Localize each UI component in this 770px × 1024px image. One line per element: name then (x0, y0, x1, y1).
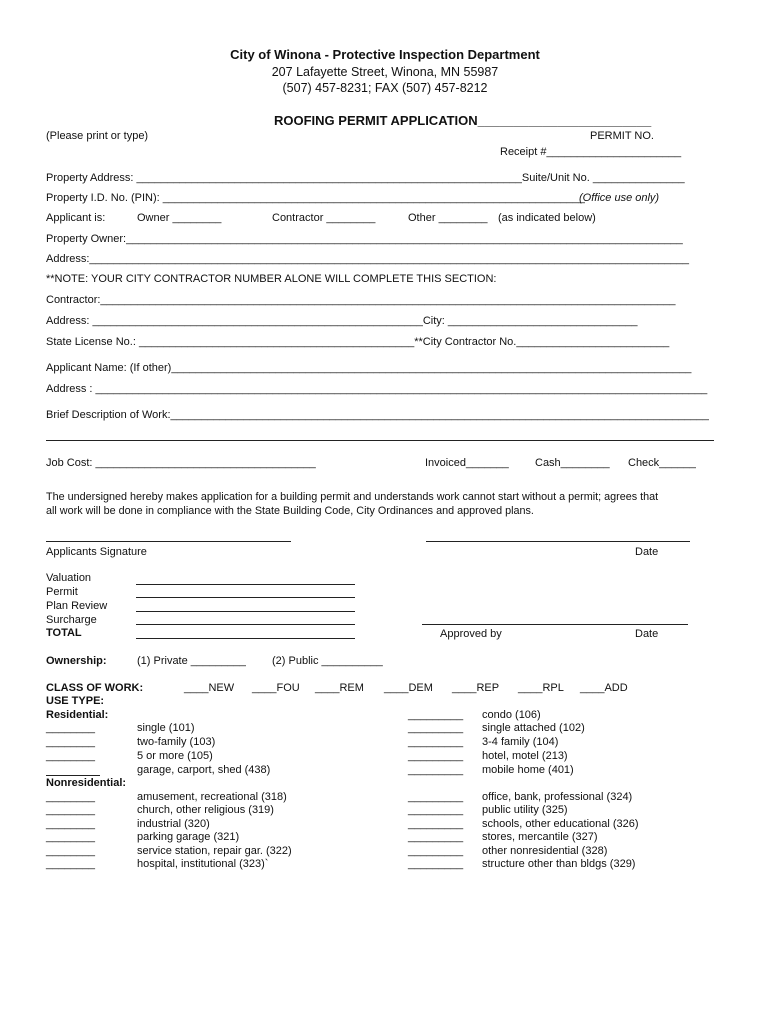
total-field[interactable] (136, 638, 355, 639)
use-amusement-318: amusement, recreational (318) (137, 791, 287, 803)
applicant-name-field[interactable]: Applicant Name: (If other)_____________________________________________________________________________________ (46, 362, 692, 374)
use-two-family-103: two-family (103) (137, 736, 216, 748)
blank-three-four-family[interactable]: _________ (408, 736, 464, 748)
invoiced-option[interactable]: Invoiced_______ (425, 457, 509, 469)
use-mobile-home-401: mobile home (401) (482, 764, 574, 776)
class-of-work-label: CLASS OF WORK: (46, 682, 144, 694)
blank-stores[interactable]: _________ (408, 831, 464, 843)
office-use-note: (Office use only) (579, 192, 660, 204)
use-type-label: USE TYPE: (46, 695, 105, 707)
approved-date-label: Date (635, 628, 659, 640)
permit-fee-label: Permit (46, 586, 78, 598)
blank-two-family[interactable]: ________ (46, 736, 95, 748)
class-dem-option[interactable]: ____DEM (384, 682, 433, 694)
blank-single[interactable]: ________ (46, 722, 95, 734)
use-three-four-family-104: 3-4 family (104) (482, 736, 559, 748)
work-description-line (46, 440, 714, 441)
owner-option[interactable]: Owner ________ (137, 212, 222, 224)
ownership-label: Ownership: (46, 655, 107, 667)
approved-by-label: Approved by (440, 628, 502, 640)
other-option[interactable]: Other ________ (408, 212, 488, 224)
use-single-101: single (101) (137, 722, 195, 734)
use-industrial-320: industrial (320) (137, 818, 210, 830)
class-rep-option[interactable]: ____REP (452, 682, 500, 694)
permit-fee-field[interactable] (136, 597, 355, 598)
signature-date-label: Date (635, 546, 659, 558)
form-title: ROOFING PERMIT APPLICATION________________________ (274, 113, 652, 128)
blank-single-attached[interactable]: _________ (408, 722, 464, 734)
work-description-field[interactable]: Brief Description of Work:________________________________________________________________________________________ (46, 409, 709, 421)
receipt-field[interactable]: Receipt #______________________ (500, 146, 682, 158)
use-schools-326: schools, other educational (326) (482, 818, 639, 830)
blank-church[interactable]: ________ (46, 804, 95, 816)
contractor-note: **NOTE: YOUR CITY CONTRACTOR NUMBER ALONE WILL COMPLETE THIS SECTION: (46, 273, 497, 285)
cash-option[interactable]: Cash________ (535, 457, 610, 469)
total-label: TOTAL (46, 627, 82, 639)
department-street: 207 Lafayette Street, Winona, MN 55987 (271, 65, 499, 79)
plan-review-field[interactable] (136, 611, 355, 612)
class-add-option[interactable]: ____ADD (580, 682, 628, 694)
surcharge-label: Surcharge (46, 614, 97, 626)
contractor-option[interactable]: Contractor ________ (272, 212, 376, 224)
job-cost-field[interactable]: Job Cost: ____________________________________ (46, 457, 316, 469)
class-rem-option[interactable]: ____REM (315, 682, 364, 694)
department-phone: (507) 457-8231; FAX (507) 457-8212 (282, 81, 488, 95)
class-rpl-option[interactable]: ____RPL (518, 682, 564, 694)
owner-address-field[interactable]: Address:__________________________________________________________________________________________________ (46, 253, 689, 265)
blank-parking-garage[interactable]: ________ (46, 831, 95, 843)
class-fou-option[interactable]: ____FOU (252, 682, 300, 694)
nonresidential-label: Nonresidential: (46, 777, 127, 789)
blank-structure[interactable]: _________ (408, 858, 464, 870)
check-option[interactable]: Check______ (628, 457, 696, 469)
blank-five-or-more[interactable]: ________ (46, 750, 95, 762)
blank-industrial[interactable]: ________ (46, 818, 95, 830)
print-note: (Please print or type) (46, 130, 149, 142)
valuation-field[interactable] (136, 584, 355, 585)
pin-field[interactable]: Property I.D. No. (PIN): _____________________________________________________________________ (46, 192, 585, 204)
residential-label: Residential: (46, 709, 109, 721)
blank-schools[interactable]: _________ (408, 818, 464, 830)
use-condo-106: condo (106) (482, 709, 541, 721)
blank-hotel-motel[interactable]: _________ (408, 750, 464, 762)
ownership-public-option[interactable]: (2) Public __________ (272, 655, 383, 667)
surcharge-field[interactable] (136, 624, 355, 625)
blank-other-nonresidential[interactable]: _________ (408, 845, 464, 857)
use-other-nonresidential-328: other nonresidential (328) (482, 845, 608, 857)
blank-mobile-home[interactable]: _________ (408, 764, 464, 776)
use-garage-438: garage, carport, shed (438) (137, 764, 271, 776)
approved-by-line[interactable] (422, 624, 688, 625)
contractor-field[interactable]: Contractor:______________________________________________________________________________________________ (46, 294, 676, 306)
property-address-field[interactable]: Property Address: _______________________________________________________________Suite/Unit No. _______________ (46, 172, 685, 184)
use-church-319: church, other religious (319) (137, 804, 274, 816)
use-structure-329: structure other than bldgs (329) (482, 858, 636, 870)
blank-hospital[interactable]: ________ (46, 858, 95, 870)
use-service-station-322: service station, repair gar. (322) (137, 845, 292, 857)
signature-line[interactable] (46, 541, 291, 542)
applicant-address-field[interactable]: Address : ____________________________________________________________________________________________________ (46, 383, 708, 395)
blank-public-utility[interactable]: _________ (408, 804, 464, 816)
blank-garage[interactable] (46, 775, 100, 776)
blank-condo[interactable]: _________ (408, 709, 464, 721)
license-field[interactable]: State License No.: _____________________________________________**City Contractor No._________________________ (46, 336, 670, 348)
statement-line-1: The undersigned hereby makes application for a building permit and understands work cannot start without a permit; agrees that (46, 491, 659, 503)
blank-service-station[interactable]: ________ (46, 845, 95, 857)
use-parking-garage-321: parking garage (321) (137, 831, 240, 843)
class-new-option[interactable]: ____NEW (184, 682, 235, 694)
use-five-or-more-105: 5 or more (105) (137, 750, 213, 762)
blank-amusement[interactable]: ________ (46, 791, 95, 803)
indicated-note: (as indicated below) (498, 212, 596, 224)
statement-line-2: all work will be done in compliance with the State Building Code, City Ordinances and approved plans. (46, 505, 534, 517)
use-hospital-323: hospital, institutional (323)` (137, 858, 269, 870)
contractor-address-field[interactable]: Address: ______________________________________________________City: _______________________________ (46, 315, 638, 327)
use-office-324: office, bank, professional (324) (482, 791, 633, 803)
department-title: City of Winona - Protective Inspection Department (230, 47, 540, 62)
plan-review-label: Plan Review (46, 600, 108, 612)
permit-no-label: PERMIT NO. (590, 130, 654, 142)
ownership-private-option[interactable]: (1) Private _________ (137, 655, 246, 667)
use-single-attached-102: single attached (102) (482, 722, 585, 734)
signature-date-line[interactable] (426, 541, 690, 542)
property-owner-field[interactable]: Property Owner:___________________________________________________________________________________________ (46, 233, 683, 245)
applicant-is-label: Applicant is: (46, 212, 106, 224)
use-hotel-motel-213: hotel, motel (213) (482, 750, 568, 762)
use-public-utility-325: public utility (325) (482, 804, 568, 816)
valuation-label: Valuation (46, 572, 92, 584)
blank-office[interactable]: _________ (408, 791, 464, 803)
applicant-signature-label: Applicants Signature (46, 546, 147, 558)
use-stores-327: stores, mercantile (327) (482, 831, 598, 843)
